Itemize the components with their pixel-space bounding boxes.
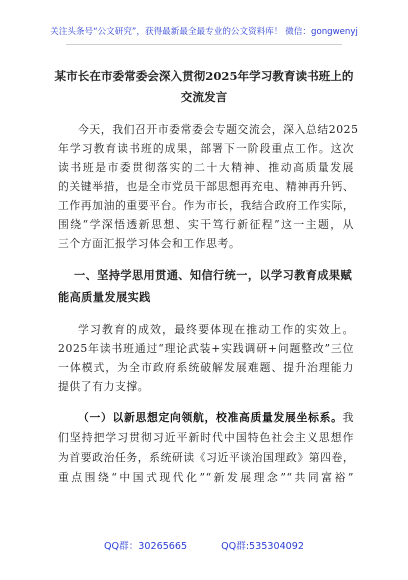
footer-qq-group-1: QQ群：30265665 (104, 541, 188, 552)
paragraph-line: 一体模式，为全市政府系统破解发展难题、提升治理能力 (58, 361, 354, 374)
paragraph-line: 工作再加油的重要平台。作为市长，我结合政府工作实际， (58, 199, 355, 212)
paragraph-line: 为首要政治任务，系统研读《习近平谈治国理政》第四卷， (58, 451, 355, 464)
subsection-heading: （一）以新思想定向领航，校准高质量发展坐标系。 (78, 411, 343, 424)
document-title-line1: 某市长在市委常委会深入贯彻2025年学习教育读书班上的 (54, 69, 354, 83)
paragraph-line: 围绕“学深悟透新思想、实干笃行新征程”这一主题，从 (58, 218, 354, 231)
paragraph-line: 2025年读书班通过“理论武装+实践调研+问题整改”三位 (58, 342, 354, 355)
paragraph-text: 我 (342, 411, 354, 424)
header-banner: 关注头条号“公文研究”，获得最新最全最专业的公文资料库！ 微信：gongwenyj (50, 27, 358, 37)
paragraph-line: 重点围绕“中国式现代化”“新发展理念”“共同富裕” (58, 471, 354, 484)
paragraph-line: 的关键举措，也是全市党员干部思想再充电、精神再升钙、 (58, 180, 355, 193)
footer (0, 538, 408, 552)
paragraph-line: 们坚持把学习贯彻习近平新时代中国特色社会主义思想作 (58, 431, 354, 444)
paragraph-line: 学习教育的成效，最终要体现在推动工作的实效上。 (78, 323, 354, 336)
header-divider (66, 44, 342, 45)
paragraph-line: 年学习教育读书班的成果，部署下一阶段重点工作。这次 (58, 142, 354, 155)
subsection-line (78, 408, 354, 427)
section-heading-line1: 一、坚持学思用贯通、知信行统一，以学习教育成果赋 (74, 268, 353, 282)
paragraph-line: 今天，我们召开市委常委会专题交流会，深入总结2025 (78, 123, 359, 136)
footer-qq-group-2: QQ群:535304092 (221, 541, 304, 552)
document-title-line2: 交流发言 (180, 90, 228, 104)
paragraph-line: 三个方面汇报学习体会和工作思考。 (58, 237, 241, 250)
section-heading-line2: 能高质量发展实践 (58, 290, 151, 304)
paragraph-line: 提供了有力支撑。 (58, 380, 150, 393)
paragraph-line: 读书班是市委贯彻落实的二十大精神、推动高质量发展 (58, 161, 354, 174)
